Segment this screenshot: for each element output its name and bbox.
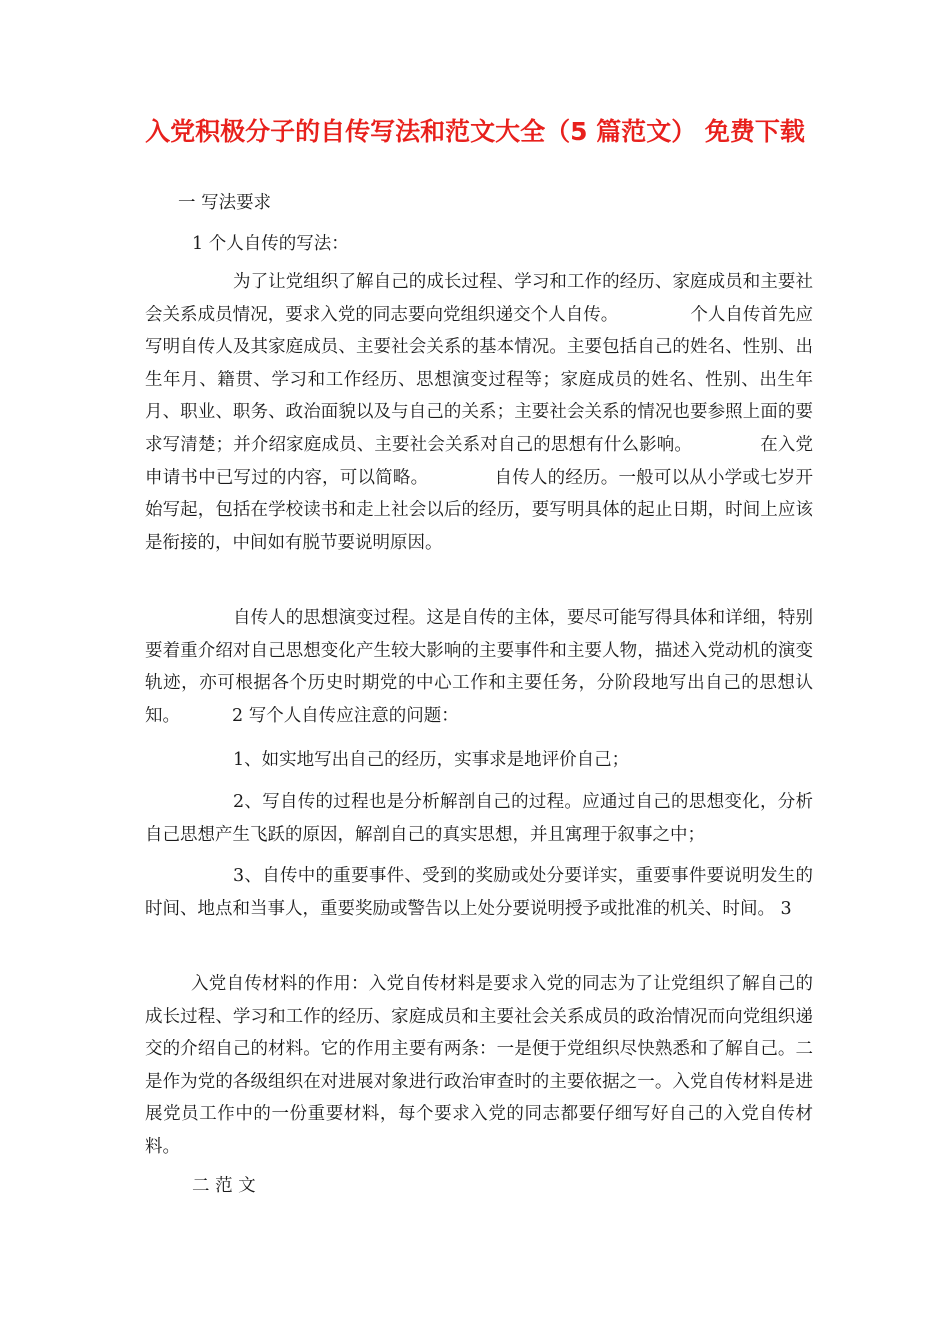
paragraph-function: 入党自传材料的作用：入党自传材料是要求入党的同志为了让党组织了解自己的成长过程、学习和工作的经历、家庭成员和主要社会关系成员的政治情况而向党组织递交的介绍自己的材料。它的作用主要有两条：一是便于党组织尽快熟悉和了解自己。二是作为党的各级组织在对进展对象进行政治审查时的主要依据之一。入党自传材料是进展党员工作中的一份重要材料，每个要求入党的同志都要仔细写好自己的入党自传材料。: [145, 974, 813, 1157]
section-heading-samples: 二 范 文: [192, 1176, 256, 1196]
subheading-how-to-write: 1 个人自传的写法：: [192, 234, 349, 254]
paragraph-intro: [145, 266, 813, 559]
document-title: 入党积极分子的自传写法和范文大全（5 篇范文） 免费下载: [145, 117, 805, 146]
paragraph-intro-text: 为了让党组织了解自己的成长过程、学习和工作的经历、家庭成员和主要社会关系成员情况，要求入党的同志要向党组织递交个人自传。: [145, 272, 813, 325]
list-item-1: 1、如实地写出自己的经历，实事求是地评价自己；: [233, 750, 630, 770]
paragraph-thought-evolution-text: 自传人的思想演变过程。这是自传的主体，要尽可能写得具体和详细，特别要着重介绍对自己思想变化产生较大影响的主要事件和主要人物，描述入党动机的演变轨迹，亦可根据各个历史时期党的中心工作和主要任务，分阶段地写出自己的思想认知。: [145, 608, 813, 726]
section-heading-writing-requirements: 一 写法要求: [178, 193, 272, 213]
subheading-notes: 2 写个人自传应注意的问题：: [232, 705, 459, 726]
paragraph-basic-info: 个人自传首先应写明自传人及其家庭成员、主要社会关系的基本情况。主要包括自己的姓名、性别、出生年月、籍贯、学习和工作经历、思想演变过程等；家庭成员的姓名、性别、出生年月、职业、职务、政治面貌以及与自己的关系；主要社会关系的情况也要参照上面的要求写清楚；并介绍家庭成员、主要社会关系对自己的思想有什么影响。: [145, 304, 814, 455]
list-item-2: 2、写自传的过程也是分析解剖自己的过程。应通过自己的思想变化，分析自己思想产生飞跃的原因，解剖自己的真实思想，并且寓理于叙事之中；: [145, 792, 813, 845]
paragraph-experience: 自传人的经历。一般可以从小学或七岁开始写起，包括在学校读书和走上社会以后的经历，要写明具体的起止日期，时间上应该是衔接的，中间如有脱节要说明原因。: [145, 467, 814, 553]
list-item-3: 3、自传中的重要事件、受到的奖励或处分要详实，重要事件要说明发生的时间、地点和当事人，重要奖励或警告以上处分要说明授予或批准的机关、时间。 3: [145, 866, 813, 919]
paragraph-thought-evolution: [145, 602, 813, 732]
paragraph-brief-note: 在入党申请书中已写过的内容，可以简略。: [145, 434, 814, 488]
